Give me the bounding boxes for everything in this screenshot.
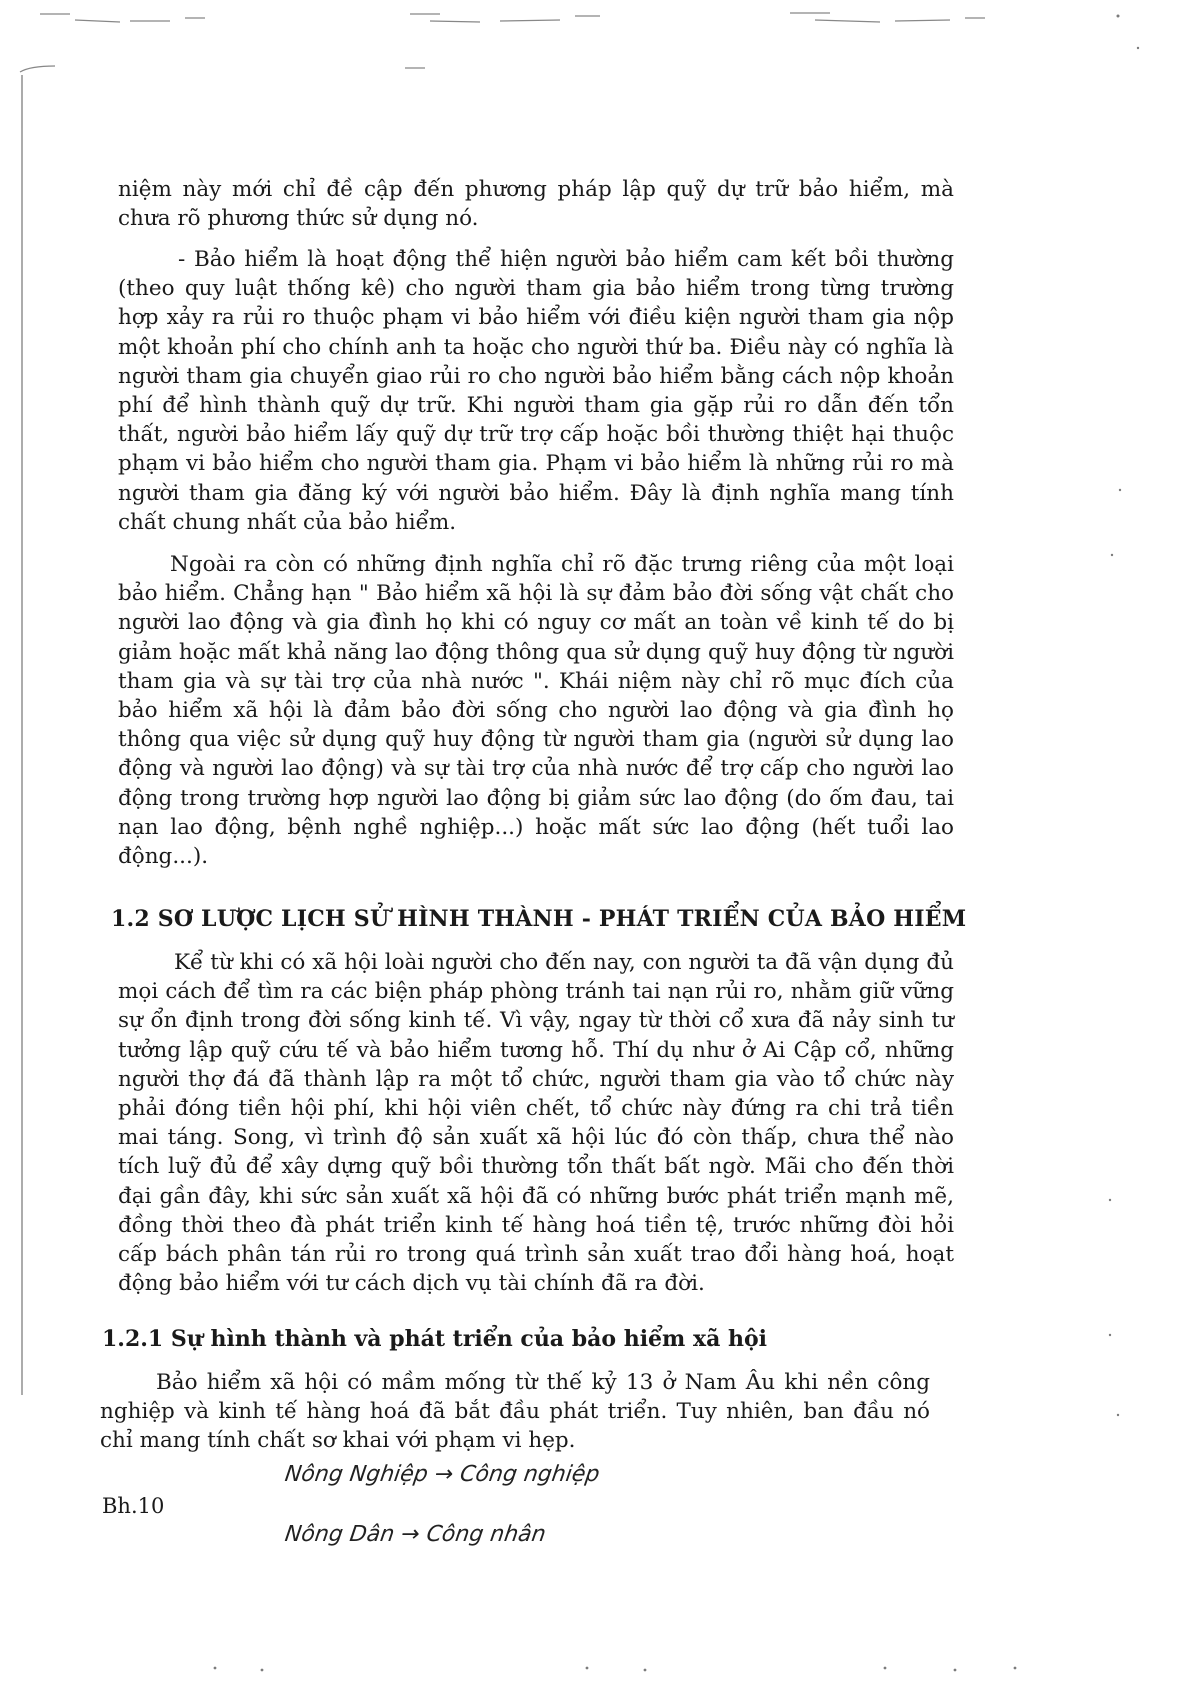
section-heading: 1.2 SƠ LƯỢC LỊCH SỬ HÌNH THÀNH - PHÁT TRIỂN CỦA BẢO HIỂM <box>111 906 967 932</box>
paragraph-social-insurance-definition: Ngoài ra còn có những định nghĩa chỉ rõ đặc trưng riêng của một loại bảo hiểm. Chẳng hạn " Bảo hiểm xã hội là sự đảm bảo đời sống vật chất cho người lao động và gia đình họ khi có nguy cơ mất an toàn về kinh tế do bị giảm hoặc mất khả năng lao động thông qua sử dụng quỹ huy động từ người tham gia và sự tài trợ của nhà nước ". Khái niệm này chỉ rõ mục đích của bảo hiểm xã hội là đảm bảo đời sống cho người lao động và gia đình họ thông qua việc sử dụng quỹ huy động từ người tham gia (người sử dụng lao động và người lao động) và sự tài trợ của nhà nước để trợ cấp cho người lao động trong trường hợp người lao động bị giảm sức lao động (do ốm đau, tai nạn lao động, bệnh nghề nghiệp...) hoặc mất sức lao động (hết tuổi lao động...). <box>118 552 954 870</box>
handwritten-note-2: Nông Dân → Công nhân <box>283 1522 548 1547</box>
paragraph-insurance-definition: - Bảo hiểm là hoạt động thể hiện người bảo hiểm cam kết bồi thường (theo quy luật thống kê) cho người tham gia bảo hiểm trong từng trường hợp xảy ra rủi ro thuộc phạm vi bảo hiểm với điều kiện người tham gia nộp một khoản phí cho chính anh ta hoặc cho người thứ ba. Điều này có nghĩa là người tham gia chuyển giao rủi ro cho người bảo hiểm bằng cách nộp khoản phí để hình thành quỹ dự trữ. Khi người tham gia gặp rủi ro dẫn đến tổn thất, người bảo hiểm lấy quỹ dự trữ trợ cấp hoặc bồi thường thiệt hại thuộc phạm vi bảo hiểm cho người tham gia. Phạm vi bảo hiểm là những rủi ro mà người tham gia đăng ký với người bảo hiểm. Đây là định nghĩa mang tính chất chung nhất của bảo hiểm. <box>118 247 954 535</box>
page-footer-label: Bh.10 <box>102 1494 165 1518</box>
paragraph-intro-continuation: niệm này mới chỉ đề cập đến phương pháp lập quỹ dự trữ bảo hiểm, mà chưa rõ phương thức sử dụng nó. <box>118 177 954 232</box>
paragraph-social-insurance-origin: Bảo hiểm xã hội có mầm mống từ thế kỷ 13 ở Nam Âu khi nền công nghiệp và kinh tế hàng hoá đã bắt đầu phát triển. Tuy nhiên, ban đầu nó chỉ mang tính chất sơ khai với phạm vi hẹp. <box>100 1370 930 1454</box>
handwritten-note-1: Nông Nghiệp → Công nghiệp <box>283 1462 602 1487</box>
handwritten-notes <box>285 1450 665 1570</box>
paragraph-history: Kể từ khi có xã hội loài người cho đến nay, con người ta đã vận dụng đủ mọi cách để tìm ra các biện pháp phòng tránh tai nạn rủi ro, nhằm giữ vững sự ổn định trong đời sống kinh tế. Vì vậy, ngay từ thời cổ xưa đã nảy sinh tư tưởng lập quỹ cứu tế và bảo hiểm tương hỗ. Thí dụ như ở Ai Cập cổ, những người thợ đá đã thành lập ra một tổ chức, người tham gia vào tổ chức này phải đóng tiền hội phí, khi hội viên chết, tổ chức này đứng ra chi trả tiền mai táng. Song, vì trình độ sản xuất xã hội lúc đó còn thấp, chưa thể nào tích luỹ đủ để xây dựng quỹ bồi thường tổn thất bất ngờ. Mãi cho đến thời đại gần đây, khi sức sản xuất xã hội đã có những bước phát triển mạnh mẽ, đồng thời theo đà phát triển kinh tế hàng hoá tiền tệ, trước những đòi hỏi cấp bách phân tán rủi ro trong quá trình sản xuất trao đổi hàng hoá, hoạt động bảo hiểm với tư cách dịch vụ tài chính đã ra đời. <box>118 950 954 1297</box>
subsection-heading: 1.2.1 Sự hình thành và phát triển của bảo hiểm xã hội <box>102 1326 768 1352</box>
